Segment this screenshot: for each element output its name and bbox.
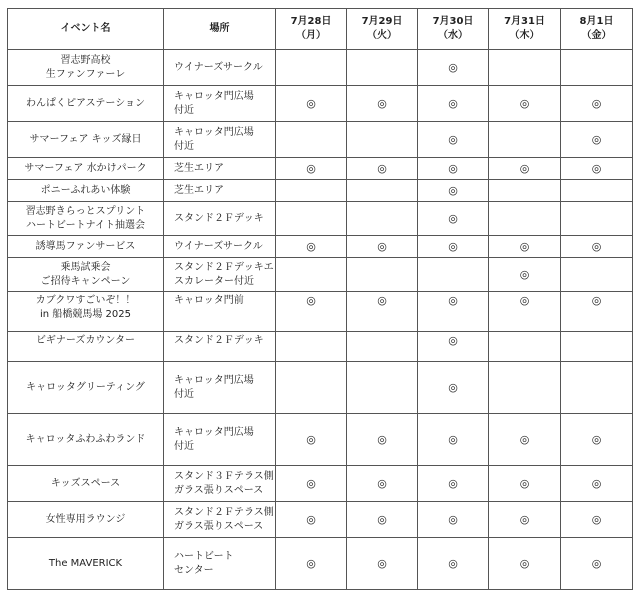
- held-mark-icon: ◎: [448, 132, 458, 146]
- event-name-cell: [8, 202, 164, 236]
- place-cell: [164, 50, 276, 86]
- day-cell: [347, 538, 418, 590]
- table-row: [8, 202, 633, 236]
- place-line: スタンド２Ｆデッキ: [174, 212, 264, 224]
- held-mark-icon: ◎: [519, 267, 530, 281]
- event-name-line: ビギナーズカウンター: [35, 335, 136, 346]
- place-line: ガラス張りスペース: [174, 484, 264, 496]
- held-mark-icon: ◎: [377, 476, 387, 490]
- place-cell: [164, 414, 276, 466]
- day-cell: [276, 86, 347, 122]
- event-name-cell: [8, 236, 164, 258]
- day-cell: [276, 50, 347, 86]
- day-cell: [347, 236, 418, 258]
- held-mark-icon: ◎: [448, 380, 458, 394]
- day-cell: [276, 202, 347, 236]
- table-row: [8, 122, 633, 158]
- held-mark-icon: ◎: [306, 432, 316, 446]
- header-place: 場所: [164, 9, 276, 50]
- held-mark-icon: ◎: [448, 239, 458, 253]
- day-cell: [489, 258, 561, 292]
- event-name-line: ご招待キャンペーン: [40, 275, 131, 287]
- day-cell: [347, 414, 418, 466]
- place-line: ガラス張りスペース: [174, 520, 264, 532]
- day-cell: [418, 466, 489, 502]
- event-name-cell: [8, 50, 164, 86]
- day-cell: [489, 202, 561, 236]
- event-name-cell: [8, 332, 164, 362]
- day-cell: [561, 414, 633, 466]
- day-cell: [561, 202, 633, 236]
- held-mark-icon: ◎: [519, 556, 530, 570]
- event-name-line: キャロッタふわふわランド: [25, 433, 146, 445]
- day-cell: [418, 538, 489, 590]
- header-day: [489, 9, 561, 50]
- day-cell: [489, 538, 561, 590]
- event-name-cell: [8, 538, 164, 590]
- event-name-cell: [8, 158, 164, 180]
- held-mark-icon: ◎: [519, 432, 530, 446]
- place-line: スタンド３Ｆテラス側: [174, 470, 274, 482]
- table-row: [8, 466, 633, 502]
- header-day: [418, 9, 489, 50]
- header-date: 7月31日: [504, 16, 545, 27]
- event-name-line: The MAVERICK: [48, 557, 123, 569]
- day-cell: [347, 158, 418, 180]
- event-name-cell: [8, 180, 164, 202]
- held-mark-icon: ◎: [306, 161, 316, 175]
- day-cell: [276, 466, 347, 502]
- day-cell: [561, 122, 633, 158]
- header-day: [347, 9, 418, 50]
- header-weekday: （火）: [367, 30, 397, 41]
- place-cell: [164, 122, 276, 158]
- event-name-line: キッズスペース: [50, 477, 121, 489]
- event-name-line: わんぱくピアステーション: [26, 97, 145, 109]
- held-mark-icon: ◎: [591, 432, 602, 446]
- place-line: 付近: [174, 140, 194, 152]
- held-mark-icon: ◎: [448, 556, 458, 570]
- header-weekday: （水）: [438, 30, 468, 41]
- held-mark-icon: ◎: [306, 96, 316, 110]
- day-cell: [276, 538, 347, 590]
- place-line: キャロッタ門広場: [174, 374, 254, 386]
- day-cell: [418, 202, 489, 236]
- day-cell: [276, 158, 347, 180]
- place-cell: [164, 466, 276, 502]
- place-cell: [164, 502, 276, 538]
- place-cell: [164, 292, 276, 332]
- place-line: キャロッタ門広場: [174, 126, 254, 138]
- held-mark-icon: ◎: [377, 512, 387, 526]
- place-cell: [164, 158, 276, 180]
- header-date: 7月30日: [432, 16, 474, 27]
- event-name-line: サマーフェア キッズ縁日: [29, 133, 142, 145]
- place-line: キャロッタ門前: [174, 295, 244, 306]
- day-cell: [489, 466, 561, 502]
- held-mark-icon: ◎: [519, 161, 530, 175]
- day-cell: [418, 414, 489, 466]
- day-cell: [276, 122, 347, 158]
- place-cell: [164, 86, 276, 122]
- event-name-line: 女性専用ラウンジ: [45, 513, 126, 525]
- day-cell: [489, 236, 561, 258]
- place-line: 芝生エリア: [174, 162, 224, 174]
- held-mark-icon: ◎: [448, 432, 458, 446]
- day-cell: [561, 292, 633, 332]
- place-line: 付近: [174, 440, 194, 452]
- day-cell: [561, 180, 633, 202]
- event-name-cell: [8, 502, 164, 538]
- table-row: [8, 180, 633, 202]
- day-cell: [418, 180, 489, 202]
- event-name-cell: [8, 466, 164, 502]
- place-cell: [164, 538, 276, 590]
- day-cell: [418, 122, 489, 158]
- day-cell: [418, 292, 489, 332]
- held-mark-icon: ◎: [519, 512, 530, 526]
- held-mark-icon: ◎: [591, 96, 602, 110]
- day-cell: [347, 202, 418, 236]
- held-mark-icon: ◎: [591, 556, 602, 570]
- day-cell: [489, 180, 561, 202]
- day-cell: [347, 180, 418, 202]
- day-cell: [418, 50, 489, 86]
- place-line: キャロッタ門広場: [174, 426, 254, 438]
- header-weekday: （木）: [509, 30, 540, 41]
- day-cell: [276, 362, 347, 414]
- day-cell: [561, 86, 633, 122]
- header-weekday: （月）: [296, 30, 326, 41]
- held-mark-icon: ◎: [377, 432, 387, 446]
- table-row: [8, 332, 633, 362]
- day-cell: [276, 414, 347, 466]
- day-cell: [276, 332, 347, 362]
- place-line: センター: [174, 564, 214, 576]
- day-cell: [276, 502, 347, 538]
- header-date: 7月29日: [361, 16, 403, 27]
- held-mark-icon: ◎: [306, 294, 316, 307]
- place-cell: [164, 332, 276, 362]
- place-line: スタンド２Ｆテラス側: [174, 506, 274, 518]
- event-name-cell: [8, 122, 164, 158]
- day-cell: [418, 362, 489, 414]
- day-cell: [561, 466, 633, 502]
- day-cell: [347, 292, 418, 332]
- day-cell: [489, 502, 561, 538]
- day-cell: [347, 86, 418, 122]
- table-row: [8, 538, 633, 590]
- held-mark-icon: ◎: [448, 334, 458, 347]
- held-mark-icon: ◎: [519, 476, 530, 490]
- day-cell: [489, 158, 561, 180]
- day-cell: [561, 538, 633, 590]
- held-mark-icon: ◎: [448, 476, 458, 490]
- held-mark-icon: ◎: [448, 294, 458, 307]
- event-name-line: キャロッタグリーティング: [26, 381, 145, 393]
- held-mark-icon: ◎: [377, 96, 387, 110]
- event-name-line: 誘導馬ファンサービス: [35, 240, 136, 252]
- held-mark-icon: ◎: [591, 476, 602, 490]
- header-row: [8, 9, 633, 50]
- header-date: 8月1日: [579, 16, 614, 27]
- event-name-line: ハートビートナイト抽選会: [26, 219, 145, 231]
- event-name-cell: [8, 86, 164, 122]
- day-cell: [489, 50, 561, 86]
- place-cell: [164, 362, 276, 414]
- table-row: [8, 414, 633, 466]
- table-row: [8, 86, 633, 122]
- table-row: [8, 236, 633, 258]
- day-cell: [276, 258, 347, 292]
- place-line: キャロッタ門広場: [174, 90, 254, 102]
- held-mark-icon: ◎: [519, 294, 530, 307]
- header-weekday: （金）: [581, 30, 612, 41]
- held-mark-icon: ◎: [448, 211, 458, 225]
- day-cell: [347, 122, 418, 158]
- table-row: [8, 158, 633, 180]
- day-cell: [561, 50, 633, 86]
- held-mark-icon: ◎: [519, 96, 530, 110]
- place-line: スタンド２Ｆデッキエ: [174, 261, 274, 273]
- day-cell: [561, 502, 633, 538]
- place-cell: [164, 258, 276, 292]
- table-row: [8, 50, 633, 86]
- place-cell: [164, 202, 276, 236]
- place-line: 付近: [174, 388, 194, 400]
- day-cell: [347, 466, 418, 502]
- held-mark-icon: ◎: [591, 512, 602, 526]
- day-cell: [418, 332, 489, 362]
- day-cell: [489, 86, 561, 122]
- held-mark-icon: ◎: [306, 556, 316, 570]
- day-cell: [489, 332, 561, 362]
- place-cell: [164, 236, 276, 258]
- place-line: ハートビート: [174, 550, 234, 562]
- day-cell: [418, 236, 489, 258]
- day-cell: [489, 362, 561, 414]
- place-line: スタンド２Ｆデッキ: [174, 335, 264, 346]
- table-row: [8, 258, 633, 292]
- table-row: [8, 292, 633, 332]
- held-mark-icon: ◎: [591, 132, 602, 146]
- header-day: [276, 9, 347, 50]
- day-cell: [418, 258, 489, 292]
- held-mark-icon: ◎: [306, 512, 316, 526]
- event-name-cell: [8, 362, 164, 414]
- day-cell: [489, 122, 561, 158]
- schedule-body: [8, 50, 633, 590]
- held-mark-icon: ◎: [448, 512, 458, 526]
- event-name-line: in 船橋競馬場 2025: [40, 309, 131, 320]
- header-date: 7月28日: [290, 16, 332, 27]
- event-name-line: 習志野きらっとスプリント: [25, 205, 146, 217]
- day-cell: [418, 502, 489, 538]
- event-schedule-table: [7, 8, 633, 590]
- held-mark-icon: ◎: [306, 476, 316, 490]
- held-mark-icon: ◎: [377, 556, 387, 570]
- table-row: [8, 502, 633, 538]
- place-line: スカレーター付近: [174, 275, 254, 287]
- place-line: ウイナーズサークル: [174, 61, 263, 73]
- event-name-line: 生ファンファーレ: [45, 68, 126, 80]
- header-day: [561, 9, 633, 50]
- held-mark-icon: ◎: [377, 161, 387, 175]
- place-line: 付近: [174, 104, 194, 116]
- held-mark-icon: ◎: [519, 239, 530, 253]
- place-line: ウイナーズサークル: [174, 240, 263, 252]
- day-cell: [347, 50, 418, 86]
- held-mark-icon: ◎: [591, 161, 602, 175]
- day-cell: [347, 502, 418, 538]
- event-name-cell: [8, 414, 164, 466]
- day-cell: [276, 292, 347, 332]
- day-cell: [561, 362, 633, 414]
- day-cell: [347, 362, 418, 414]
- day-cell: [418, 86, 489, 122]
- held-mark-icon: ◎: [448, 60, 458, 74]
- held-mark-icon: ◎: [591, 294, 602, 307]
- day-cell: [489, 414, 561, 466]
- day-cell: [276, 180, 347, 202]
- event-name-line: サマーフェア 水かけパーク: [24, 162, 147, 174]
- event-name-line: ポニーふれあい体験: [40, 184, 131, 196]
- day-cell: [561, 258, 633, 292]
- event-name-cell: [8, 258, 164, 292]
- event-name-cell: [8, 292, 164, 332]
- header-event: イベント名: [8, 9, 164, 50]
- day-cell: [418, 158, 489, 180]
- place-line: 芝生エリア: [174, 184, 224, 196]
- day-cell: [561, 236, 633, 258]
- held-mark-icon: ◎: [448, 183, 458, 197]
- held-mark-icon: ◎: [448, 96, 458, 110]
- held-mark-icon: ◎: [377, 239, 387, 253]
- table-row: [8, 362, 633, 414]
- day-cell: [347, 258, 418, 292]
- day-cell: [347, 332, 418, 362]
- held-mark-icon: ◎: [306, 239, 316, 253]
- day-cell: [561, 332, 633, 362]
- held-mark-icon: ◎: [448, 161, 458, 175]
- event-name-line: 習志野高校: [60, 54, 111, 66]
- held-mark-icon: ◎: [377, 294, 387, 307]
- day-cell: [276, 236, 347, 258]
- day-cell: [561, 158, 633, 180]
- day-cell: [489, 292, 561, 332]
- event-name-line: 乗馬試乗会: [60, 261, 111, 273]
- event-name-line: カブクワすごいぞ！！: [35, 295, 136, 306]
- held-mark-icon: ◎: [591, 239, 602, 253]
- place-cell: [164, 180, 276, 202]
